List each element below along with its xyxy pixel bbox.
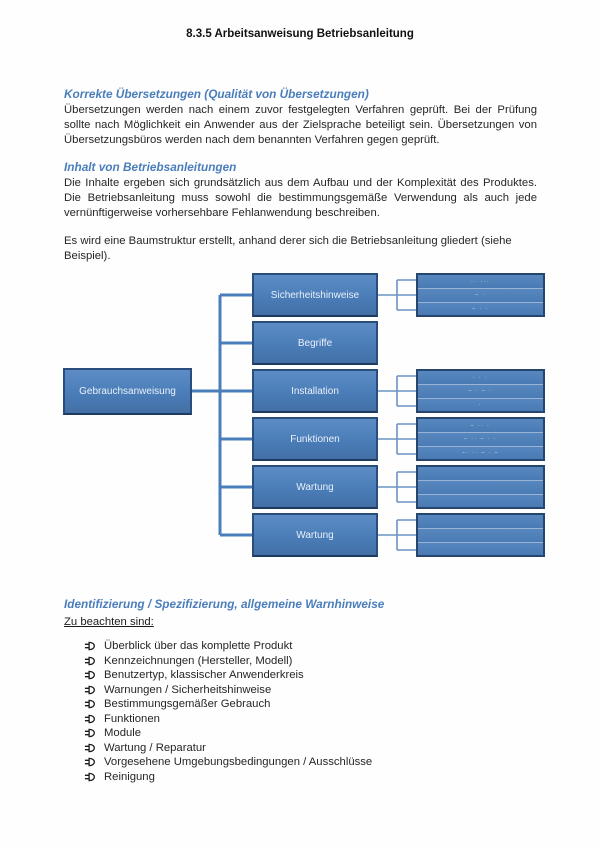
leaf-row xyxy=(418,528,543,541)
diagram-node-begriffe: Begriffe xyxy=(252,321,378,365)
list-item xyxy=(84,741,560,756)
diagram-leaf-group-wartung-1 xyxy=(416,465,545,509)
paragraph-uebersetzungen: Übersetzungen werden nach einem zuvor festgelegten Verfahren geprüft. Bei der Prüfung sollte nach Möglichkeit ein Anwender aus der Zielsprache beteiligt sein. Übersetzungen von Übersetzungsbüros werden nach dem benannten Verfahren gegen geprüft. xyxy=(64,104,537,146)
paragraph-inhalt: Die Inhalte ergeben sich grundsätzlich aus dem Aufbau und der Komplexität des Produktes. Die Betriebsanleitung muss sowohl die bestimmungsgemäße Verwendung als auch jede vernünftigerweise vorhersehbare Fehlanwendung beschreiben. xyxy=(64,177,537,219)
diagram-node-installation: Installation xyxy=(252,369,378,413)
diagram-leaf-group-wartung-2 xyxy=(416,513,545,557)
leaf-row xyxy=(418,515,543,528)
list-item xyxy=(84,654,560,669)
leaf-row: · · · xyxy=(418,371,543,384)
lasso-arrow-bullet-icon xyxy=(84,670,97,680)
list-item-label: Warnungen / Sicherheitshinweise xyxy=(104,683,272,696)
list-item-label: Funktionen xyxy=(104,712,160,725)
list-item-label: Reinigung xyxy=(104,770,155,783)
diagram-leaf-group-sicherheitshinweise xyxy=(416,273,545,317)
diagram-node-wartung-1: Wartung xyxy=(252,465,378,509)
checklist xyxy=(84,639,560,784)
list-item xyxy=(84,683,560,698)
diagram-leaf-group-funktionen xyxy=(416,417,545,461)
list-item xyxy=(84,726,560,741)
section-heading-korrekte-uebersetzungen: Korrekte Übersetzungen (Qualität von Übersetzungen) xyxy=(64,87,369,101)
list-item-label: Bestimmungsgemäßer Gebrauch xyxy=(104,698,271,711)
diagram-node-sicherheitshinweise: Sicherheitshinweise xyxy=(252,273,378,317)
leaf-row: · xyxy=(418,398,543,411)
lasso-arrow-bullet-icon xyxy=(84,656,97,666)
tree-diagram xyxy=(0,271,600,563)
section-heading-identifizierung: Identifizierung / Spezifizierung, allgemeine Warnhinweise xyxy=(64,597,385,611)
list-item xyxy=(84,712,560,727)
leaf-row xyxy=(418,467,543,480)
leaf-row: – · xyxy=(418,288,543,301)
paragraph-baumstruktur: Es wird eine Baumstruktur erstellt, anhand derer sich die Betriebsanleitung gliedert (siehe Beispiel). xyxy=(64,235,512,262)
page-title: 8.3.5 Arbeitsanweisung Betriebsanleitung xyxy=(186,28,414,40)
list-item-label: Benutzertyp, klassischer Anwenderkreis xyxy=(104,669,304,682)
lasso-arrow-bullet-icon xyxy=(84,757,97,767)
lasso-arrow-bullet-icon xyxy=(84,714,97,724)
leaf-row xyxy=(418,480,543,493)
list-item-label: Kennzeichnungen (Hersteller, Modell) xyxy=(104,654,293,667)
list-item xyxy=(84,639,560,654)
leaf-row xyxy=(418,542,543,555)
lasso-arrow-bullet-icon xyxy=(84,641,97,651)
subheading-zu-beachten: Zu beachten sind: xyxy=(64,616,154,628)
lasso-arrow-bullet-icon xyxy=(84,772,97,782)
list-item xyxy=(84,668,560,683)
leaf-row: –· ·· – · – xyxy=(418,446,543,459)
leaf-row: – · – · xyxy=(418,384,543,397)
section-heading-inhalt: Inhalt von Betriebsanleitungen xyxy=(64,160,237,174)
diagram-leaf-group-installation xyxy=(416,369,545,413)
lasso-arrow-bullet-icon xyxy=(84,685,97,695)
lasso-arrow-bullet-icon xyxy=(84,743,97,753)
diagram-node-wartung-2: Wartung xyxy=(252,513,378,557)
list-item-label: Wartung / Reparatur xyxy=(104,741,206,754)
diagram-root-node: Gebrauchsanweisung xyxy=(63,368,192,415)
list-item xyxy=(84,697,560,712)
leaf-row: – · · xyxy=(418,302,543,315)
list-item-label: Überblick über das komplette Produkt xyxy=(104,640,293,653)
list-item-label: Vorgesehene Umgebungsbedingungen / Ausschlüsse xyxy=(104,756,373,769)
lasso-arrow-bullet-icon xyxy=(84,728,97,738)
leaf-row: – ·· · xyxy=(418,419,543,432)
list-item xyxy=(84,755,560,770)
diagram-node-funktionen: Funktionen xyxy=(252,417,378,461)
list-item-label: Module xyxy=(104,727,142,740)
leaf-row xyxy=(418,494,543,507)
leaf-row: ·· ··· xyxy=(418,275,543,288)
list-item xyxy=(84,770,560,785)
lasso-arrow-bullet-icon xyxy=(84,699,97,709)
leaf-row: – ·· – · · xyxy=(418,432,543,445)
